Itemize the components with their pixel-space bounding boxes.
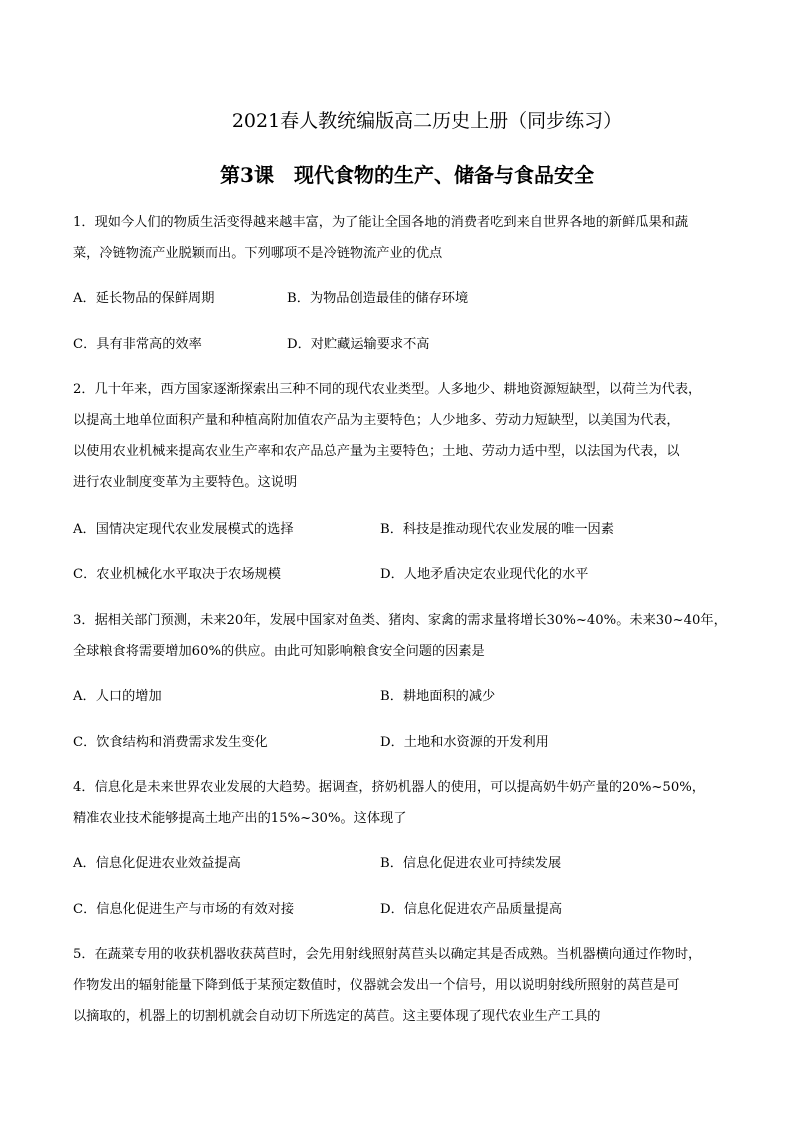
question-4-option-d: D．信息化促进农产品质量提高 bbox=[380, 902, 563, 917]
question-5-line-2: 作物发出的辐射能量下降到低于某预定数值时，仪器就会发出一个信号，用以说明射线所照射的莴苣是可 bbox=[73, 978, 680, 993]
question-2-line-3: 以使用农业机械来提高农业生产率和农产品总产量为主要特色；土地、劳动力适中型，以法国为代表，以 bbox=[73, 444, 680, 459]
lesson-title: 第3课 现代食物的生产、储备与食品安全 bbox=[220, 163, 594, 187]
question-5-line-1: 5．在蔬菜专用的收获机器收获莴苣时，会先用射线照射莴苣头以确定其是否成熟。当机器横向通过作物时， bbox=[73, 947, 702, 962]
question-3-option-c: C．饮食结构和消费需求发生变化 bbox=[73, 735, 268, 750]
question-3-line-1: 3．据相关部门预测，未来20年，发展中国家对鱼类、猪肉、家禽的需求量将增长30%~40%。未来30~40年， bbox=[73, 613, 727, 628]
question-1-option-a: A．延长物品的保鲜周期 bbox=[73, 291, 215, 306]
question-3-option-a: A．人口的增加 bbox=[73, 689, 162, 704]
question-4-option-c: C．信息化促进生产与市场的有效对接 bbox=[73, 902, 295, 917]
question-1-option-d: D．对贮藏运输要求不高 bbox=[287, 337, 430, 352]
question-4-option-b: B．信息化促进农业可持续发展 bbox=[380, 856, 562, 871]
question-4-line-1: 4．信息化是未来世界农业发展的大趋势。据调查，挤奶机器人的使用，可以提高奶牛奶产量的20%~50%， bbox=[73, 780, 705, 795]
question-3-option-d: D．土地和水资源的开发利用 bbox=[380, 735, 549, 750]
question-1-line-1: 1．现如今人们的物质生活变得越来越丰富，为了能让全国各地的消费者吃到来自世界各地的新鲜瓜果和蔬 bbox=[73, 215, 689, 230]
document-title: 2021春人教统编版高二历史上册（同步练习） bbox=[231, 110, 623, 132]
question-2-line-2: 以提高土地单位面积产量和种植高附加值农产品为主要特色；人少地多、劳动力短缺型，以美国为代表， bbox=[73, 413, 680, 428]
question-2-option-a: A．国情决定现代农业发展模式的选择 bbox=[73, 522, 294, 537]
question-1-option-b: B．为物品创造最佳的储存环境 bbox=[287, 291, 469, 306]
question-5-line-3: 以摘取的，机器上的切割机就会自动切下所选定的莴苣。这主要体现了现代农业生产工具的 bbox=[73, 1009, 601, 1024]
question-1-option-c: C．具有非常高的效率 bbox=[73, 337, 202, 352]
question-2-option-c: C．农业机械化水平取决于农场规模 bbox=[73, 567, 281, 582]
question-2-line-1: 2．几十年来，西方国家逐渐探索出三种不同的现代农业类型。人多地少、耕地资源短缺型，以荷兰为代表， bbox=[73, 382, 702, 397]
question-2-option-b: B．科技是推动现代农业发展的唯一因素 bbox=[380, 522, 614, 537]
question-3-option-b: B．耕地面积的减少 bbox=[380, 689, 496, 704]
question-2-option-d: D．人地矛盾决定农业现代化的水平 bbox=[380, 567, 589, 582]
question-1-line-2: 菜，冷链物流产业脱颖而出。下列哪项不是冷链物流产业的优点 bbox=[73, 246, 443, 261]
question-2-line-4: 进行农业制度变革为主要特色。这说明 bbox=[73, 475, 298, 490]
question-3-line-2: 全球粮食将需要增加60%的供应。由此可知影响粮食安全问题的因素是 bbox=[73, 644, 485, 659]
question-4-option-a: A．信息化促进农业效益提高 bbox=[73, 856, 241, 871]
question-4-line-2: 精准农业技术能够提高土地产出的15%~30%。这体现了 bbox=[73, 811, 407, 826]
